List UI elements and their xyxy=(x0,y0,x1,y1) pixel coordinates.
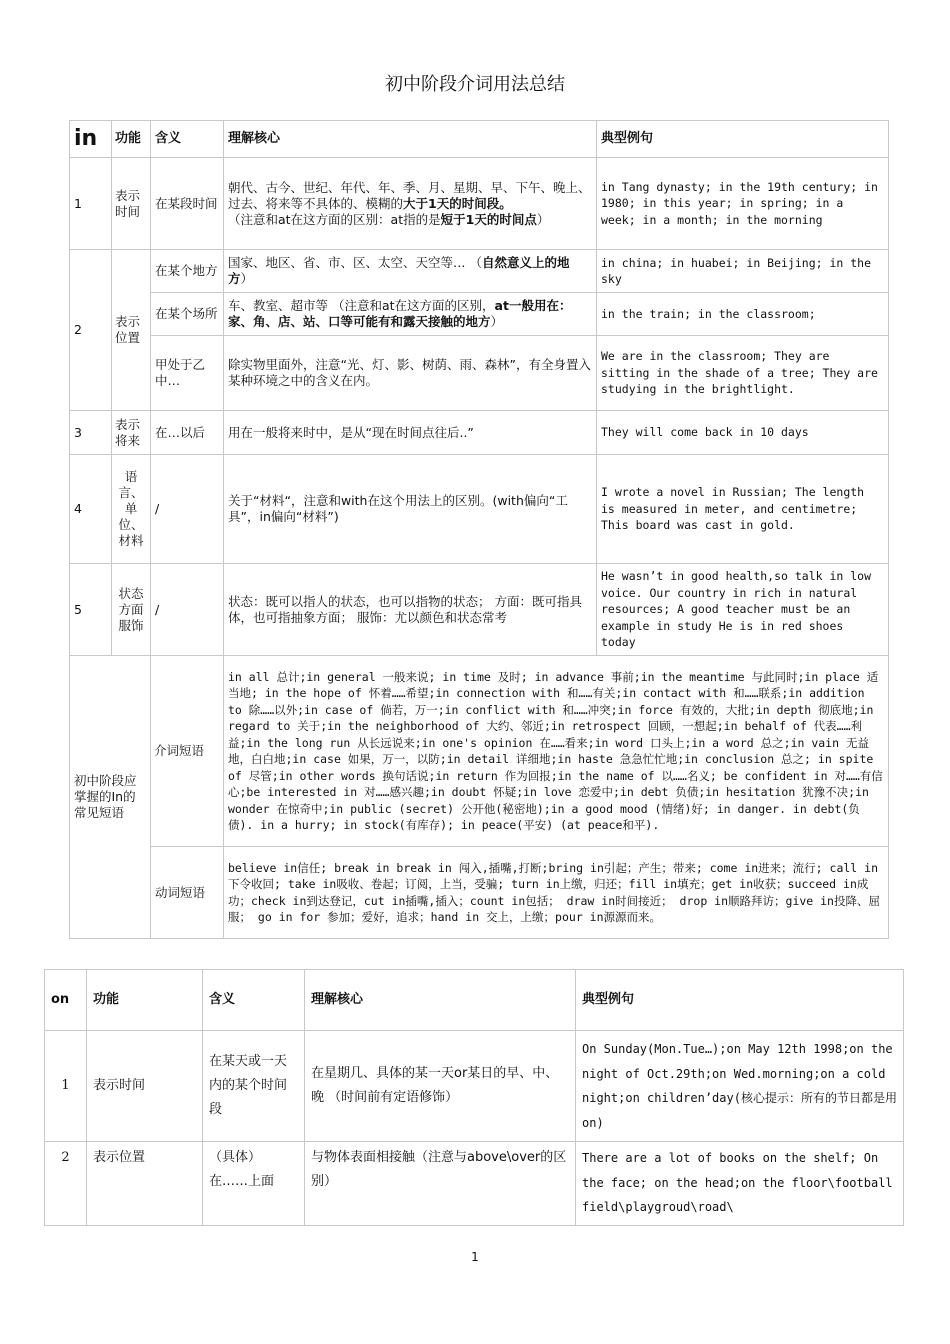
table-row xyxy=(45,1031,904,1142)
row-number: 1 xyxy=(45,1031,87,1142)
row-examples: There are a lot of books on the shelf; On the face; on the head;on the floor\football field\playgroud\road\ xyxy=(576,1142,904,1226)
header-meaning: 含义 xyxy=(151,121,224,158)
row-examples: in the train; in the classroom; xyxy=(597,293,889,336)
header-function: 功能 xyxy=(112,121,151,158)
row-core: 与物体表面相接触（注意与above\over的区别） xyxy=(305,1142,576,1226)
table-row xyxy=(70,411,889,455)
page-number: 1 xyxy=(471,1250,479,1264)
row-examples: in china; in huabei; in Beijing; in the sky xyxy=(597,250,889,293)
row-function: 表示位置 xyxy=(87,1142,203,1226)
row-examples: I wrote a novel in Russian; The length is measured in meter, and centimetre; This board was cast in gold. xyxy=(597,455,889,564)
header-examples: 典型例句 xyxy=(576,970,904,1031)
row-number: 2 xyxy=(45,1142,87,1226)
page-title: 初中阶段介词用法总结 xyxy=(385,74,565,95)
row-meaning: （具体）在……上面 xyxy=(203,1142,305,1226)
row-core: 在星期几、具体的某一天or某日的早、中、晚 （时间前有定语修饰） xyxy=(305,1031,576,1142)
table-row xyxy=(70,455,889,564)
table-row xyxy=(70,158,889,250)
table-row xyxy=(70,847,889,939)
row-meaning: 在…以后 xyxy=(151,411,224,455)
row-meaning: 在某段时间 xyxy=(151,158,224,250)
row-function: 状态方面服饰 xyxy=(112,564,151,656)
row-number: 5 xyxy=(70,564,112,656)
row-meaning: / xyxy=(151,455,224,564)
phrases-label: 初中阶段应掌握的In的常见短语 xyxy=(70,656,151,939)
row-number: 2 xyxy=(70,250,112,411)
prep-phrases-text: in all 总计;in general 一般来说; in time 及时; in advance 事前;in the meantime 与此同时;in place 适当地; in the hope of 怀着……希望;in connection with 和……有关;in contact with 和……联系;in addition to 除……以外;in case of 倘若，万一;in conflict with 和……冲突;in force 有效的，大批;in depth 彻底地;in regard to 关于;in the neighborhood of 大约、邻近;in retrospect 回顾，一想起;in behalf of 代表……利益;in the long run 从长远说来;in one's opinion 在……看来;in word 口头上;in a word 总之;in vain 无益地，白白地;in case 如果，万一，以防;in detail 详细地;in haste 急急忙忙地;in conclusion 总之; in spite of 尽管;in other words 换句话说;in return 作为回报;in the name of 以……名义; be confident in 对……有信心;be interested in 对……感兴趣;in doubt 怀疑;in love 恋爱中;in debt 负债;in hesitation 犹豫不决;in wonder 在惊奇中;in public (secret) 公开他(秘密地);in a good mood (情绪)好; in danger. in debt(负债). in a hurry; in stock(有库存); in peace(平安) (at peace和平). xyxy=(224,656,889,847)
row-meaning: 甲处于乙中… xyxy=(151,336,224,411)
row-function: 表示时间 xyxy=(112,158,151,250)
header-core: 理解核心 xyxy=(224,121,597,158)
row-core: 朝代、古今、世纪、年代、年、季、月、星期、早、下午、晚上、过去、将来等不具体的、模糊的大于1天的时间段。 （注意和at在这方面的区别：at指的是短于1天的时间点） xyxy=(224,158,597,250)
verb-phrases-text: believe in信任; break in break in 闯入,插嘴,打断;bring in引起；产生；带来; come in进来；流行; call in下令收回; take in吸收、卷起；订阅，上当，受骗; turn in上缴，归还；fill in填充；get in收获；succeed in成功；check in到达登记，cut in插嘴,插入；count in包括； draw in时间接近； drop in顺路拜访；give in投降、屈服； go in for 参加；爱好，追求；hand in 交上，上缴；pour in源源而来。 xyxy=(224,847,889,939)
table-row xyxy=(70,656,889,847)
header-examples: 典型例句 xyxy=(597,121,889,158)
table-row xyxy=(70,564,889,656)
row-examples: On Sunday(Mon.Tue…);on May 12th 1998;on the night of Oct.29th;on Wed.morning;on a cold night;on children’day(核心提示：所有的节日都是用on) xyxy=(576,1031,904,1142)
row-meaning: 在某个场所 xyxy=(151,293,224,336)
row-core: 用在一般将来时中，是从“现在时间点往后..” xyxy=(224,411,597,455)
in-preposition-table xyxy=(69,120,889,939)
table-row xyxy=(70,293,889,336)
row-number: 3 xyxy=(70,411,112,455)
verb-phrases-label: 动词短语 xyxy=(151,847,224,939)
row-number: 4 xyxy=(70,455,112,564)
row-core: 状态：既可以指人的状态，也可以指物的状态； 方面：既可指具体，也可指抽象方面； 服饰：尤以颜色和状态常考 xyxy=(224,564,597,656)
on-preposition-table xyxy=(44,969,904,1226)
table-row xyxy=(70,250,889,293)
header-word: on xyxy=(45,970,87,1031)
row-function: 表示将来 xyxy=(112,411,151,455)
header-function: 功能 xyxy=(87,970,203,1031)
row-function: 表示位置 xyxy=(112,250,151,411)
table-row xyxy=(45,1142,904,1226)
row-core: 除实物里面外，注意“光、灯、影、树荫、雨、森林”，有全身置入某种环境之中的含义在内。 xyxy=(224,336,597,411)
row-examples: They will come back in 10 days xyxy=(597,411,889,455)
row-meaning: 在某天或一天内的某个时间段 xyxy=(203,1031,305,1142)
row-function: 表示时间 xyxy=(87,1031,203,1142)
header-word: in xyxy=(70,121,112,158)
row-meaning: 在某个地方 xyxy=(151,250,224,293)
row-meaning: / xyxy=(151,564,224,656)
table-header-row xyxy=(70,121,889,158)
row-examples: in Tang dynasty; in the 19th century; in 1980; in this year; in spring; in a week; in a month; in the morning xyxy=(597,158,889,250)
row-core: 关于“材料“，注意和with在这个用法上的区别。(with偏向“工具”，in偏向“材料”) xyxy=(224,455,597,564)
row-function: 语言、单位、材料 xyxy=(112,455,151,564)
row-examples: We are in the classroom; They are sitting in the shade of a tree; They are studying in the brightlight. xyxy=(597,336,889,411)
header-core: 理解核心 xyxy=(305,970,576,1031)
header-meaning: 含义 xyxy=(203,970,305,1031)
table-header-row xyxy=(45,970,904,1031)
row-number: 1 xyxy=(70,158,112,250)
table-row xyxy=(70,336,889,411)
prep-phrases-label: 介词短语 xyxy=(151,656,224,847)
row-core: 国家、地区、省、市、区、太空、天空等… （自然意义上的地方） xyxy=(224,250,597,293)
row-examples: He wasn’t in good health,so talk in low voice. Our country in rich in natural resources; A good teacher must be an example in study He is in red shoes today xyxy=(597,564,889,656)
row-core: 车、教室、超市等 （注意和at在这方面的区别，at一般用在：家、角、店、站、口等可能有和露天接触的地方） xyxy=(224,293,597,336)
